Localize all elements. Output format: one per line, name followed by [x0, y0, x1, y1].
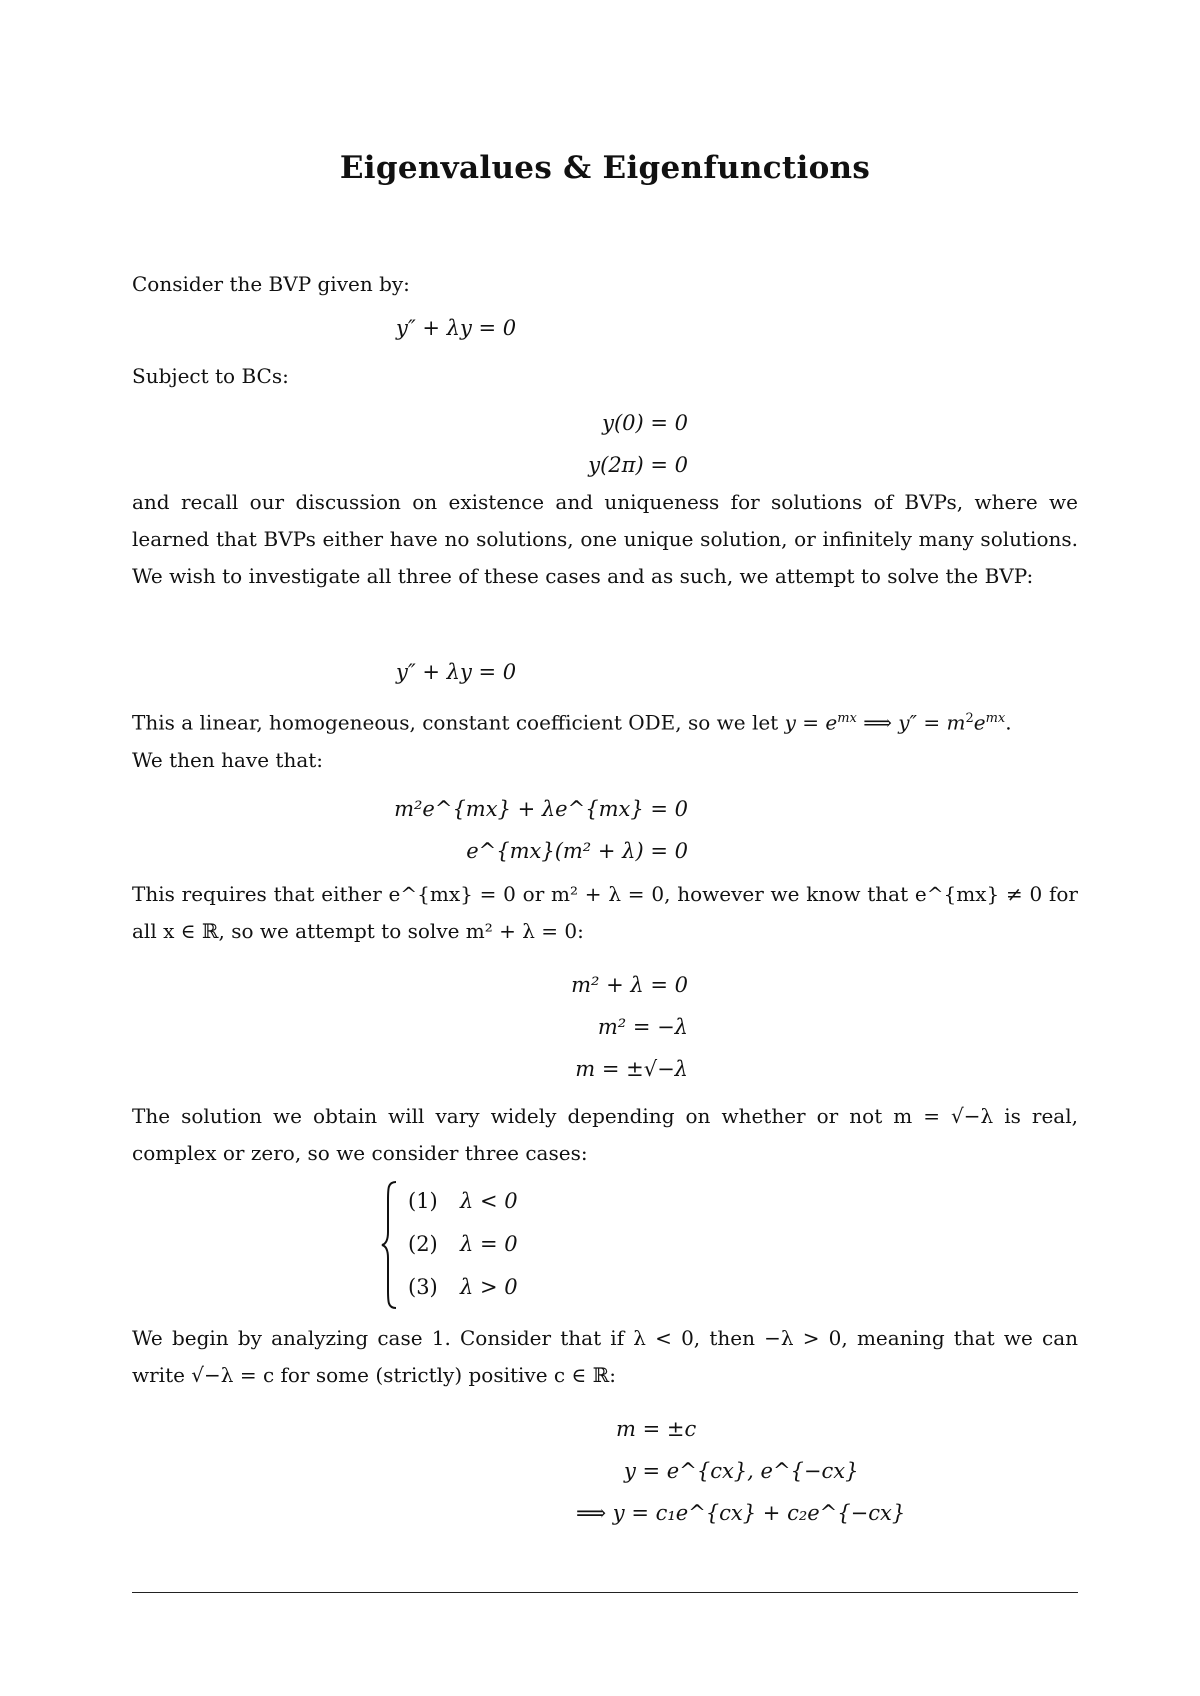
case-3-condition: λ > 0 [460, 1275, 518, 1299]
case-2-number: (2) [408, 1232, 438, 1256]
intro-paragraph: Consider the BVP given by: [132, 272, 410, 296]
boundary-conditions [392, 402, 688, 486]
ansatz-implies: ⟹ [856, 710, 899, 735]
bcs-paragraph: Subject to BCs: [132, 364, 289, 388]
characteristic-solution-step-1: m² + λ = 0 [571, 973, 688, 997]
ansatz-period: . [1005, 710, 1012, 735]
ansatz-math-e: e [973, 710, 986, 735]
characteristic-step-1: m²e^{mx} + λe^{mx} = 0 [394, 797, 688, 821]
cases-intro-paragraph: The solution we obtain will vary widely depending on whether or not m = √−λ is real, complex or zero, so we consider three cases: [132, 1104, 1078, 1165]
ansatz-text-a: This a linear, homogeneous, constant coefficient ODE, so we let [132, 710, 785, 735]
ansatz-math-ypp: y″ = m [898, 710, 966, 735]
characteristic-solution [372, 964, 688, 1090]
document-page [132, 0, 1078, 1696]
cases-block [380, 1180, 580, 1310]
characteristic-solution-step-3: m = ±√−λ [575, 1057, 688, 1081]
ode-equation-repeat-text: y″ + λy = 0 [396, 660, 517, 684]
case-1-condition: λ < 0 [460, 1189, 518, 1213]
ansatz-paragraph [132, 700, 1078, 779]
case-one-solution [392, 1408, 906, 1534]
case-one-step-2: y = e^{cx}, e^{−cx} [624, 1459, 859, 1483]
page-title: Eigenvalues & Eigenfunctions [339, 150, 871, 186]
ode-equation-text: y″ + λy = 0 [396, 316, 517, 340]
case-3-number: (3) [408, 1275, 438, 1299]
case-one-paragraph: We begin by analyzing case 1. Consider that if λ < 0, then −λ > 0, meaning that we can write √−λ = c for some (strictly) positive c ∈ ℝ: [132, 1326, 1078, 1387]
case-1 [408, 1180, 518, 1222]
case-2-condition: λ = 0 [460, 1232, 518, 1256]
left-brace-icon [380, 1180, 400, 1310]
characteristic-step-2: e^{mx}(m² + λ) = 0 [466, 839, 688, 863]
boundary-condition-1: y(0) = 0 [602, 411, 688, 435]
ansatz-sup-3: mx [985, 711, 1006, 726]
case-one-step-1: m = ±c [616, 1417, 697, 1441]
ansatz-sup-1: mx [837, 711, 857, 726]
case-2 [408, 1223, 518, 1265]
requires-paragraph: This requires that either e^{mx} = 0 or m² + λ = 0, however we know that e^{mx} ≠ 0 for all x ∈ ℝ, so we attempt to solve m² + λ = 0: [132, 882, 1078, 943]
case-1-number: (1) [408, 1189, 438, 1213]
ode-equation-repeat [396, 660, 516, 684]
ode-equation [396, 316, 516, 340]
ansatz-text-g: We then have that: [132, 747, 324, 772]
case-one-step-3: ⟹ y = c₁e^{cx} + c₂e^{−cx} [576, 1501, 906, 1525]
characteristic-solution-step-2: m² = −λ [597, 1015, 688, 1039]
case-3 [408, 1266, 518, 1308]
ansatz-sup-2: 2 [965, 711, 974, 726]
characteristic-derivation [332, 788, 688, 872]
existence-paragraph: and recall our discussion on existence and uniqueness for solutions of BVPs, where we learned that BVPs either have no solutions, one unique solution, or infinitely many solutions. We wish to investigate all three of these cases and as such, we attempt to solve the BVP: [132, 490, 1078, 588]
ansatz-math-y: y = e [784, 710, 838, 735]
boundary-condition-2: y(2π) = 0 [588, 453, 688, 477]
footer-rule [132, 1592, 1078, 1593]
